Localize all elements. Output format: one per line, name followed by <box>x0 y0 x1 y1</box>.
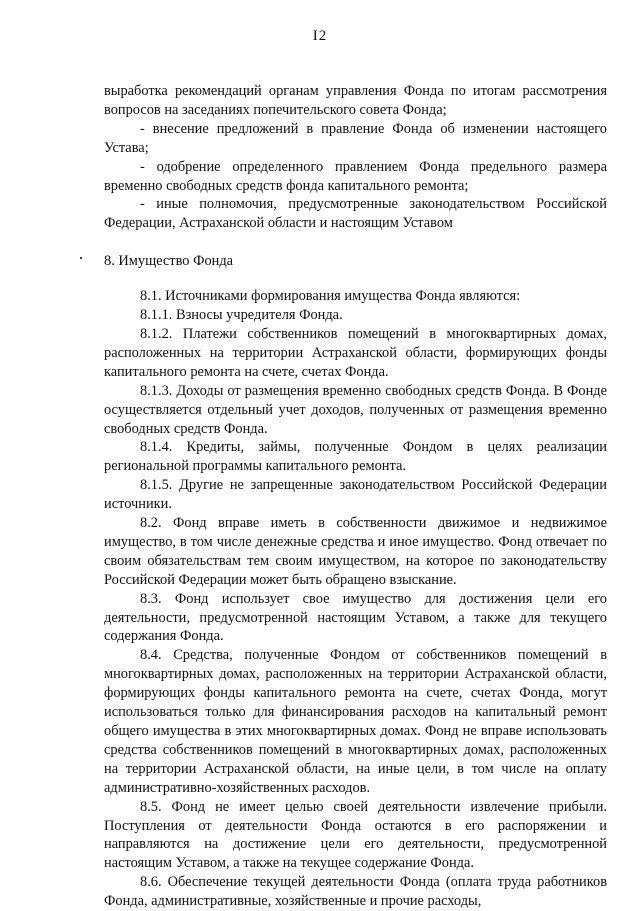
section-paragraph: 8.1.4. Кредиты, займы, полученные Фондом в целях реализации региональной программы капитального ремонта. <box>104 439 607 475</box>
section-paragraph: 8.1.1. Взносы учредителя Фонда. <box>140 307 343 324</box>
paragraph: - внесение предложений в правление Фонда об изменении настоящего Устава; <box>104 120 607 156</box>
section-paragraph: 8.2. Фонд вправе иметь в собственности движимое и недвижимое имущество, в том числе денежные средства и иное имущество. Фонд отвечает по своим обязательствам тем своим имуществом, на которое по законодательству Российской Федерации может быть обращено взыскание. <box>104 515 607 588</box>
intro-block <box>104 82 607 233</box>
section-paragraph: 8.3. Фонд использует свое имущество для достижения цели его деятельности, предусмотренной настоящим Уставом, а также для текущего содержания Фонда. <box>104 590 607 645</box>
section-paragraph: 8.1.5. Другие не запрещенные законодательством Российской Федерации источники. <box>104 477 607 513</box>
section-paragraph: 8.1. Источниками формирования имущества Фонда являются: <box>140 288 521 305</box>
section-paragraph: 8.1.2. Платежи собственников помещений в многоквартирных домах, расположенных на территории Астраханской области, формирующих фонды капитального ремонта на счете, счетах Фонда. <box>104 325 607 380</box>
page-number: I2 <box>312 28 328 44</box>
section-heading: 8. Имущество Фонда <box>104 253 234 270</box>
document-body <box>104 82 607 911</box>
section-paragraph: 8.6. Обеспечение текущей деятельности Фонда (оплата труда работников Фонда, административные, хозяйственные и прочие расходы, <box>104 874 607 910</box>
scan-speck <box>80 257 82 259</box>
section-paragraph: 8.5. Фонд не имеет целью своей деятельности извлечение прибыли. Поступления от деятельности Фонда остаются в его распоряжении и направляются на достижение цели его деятельности, предусмотренной настоящим Уставом, а также на текущее содержание Фонда. <box>104 798 607 872</box>
section-paragraph: 8.4. Средства, полученные Фондом от собственников помещений в многоквартирных домах, расположенных на территории Астраханской области, формирующих фонды капитального ремонта на счете, счетах Фонда, могут использоваться только для финансирования расходов на капитальный ремонт общего имущества в этих многоквартирных домах. Фонд не вправе использовать средства собственников помещений в многоквартирных домах, расположенных на территории Астраханской области, на иные цели, в том числе на оплату административно-хозяйственных расходов. <box>104 647 607 796</box>
paragraph: - иные полномочия, предусмотренные законодательством Российской Федерации, Астраханской области и настоящим Уставом <box>104 196 607 232</box>
section-block <box>104 287 607 911</box>
paragraph: - одобрение определенного правлением Фонда предельного размера временно свободных средств фонда капитального ремонта; <box>104 158 607 194</box>
paragraph: выработка рекомендаций органам управления Фонда по итогам рассмотрения вопросов на заседаниях попечительского совета Фонда; <box>104 83 607 118</box>
section-paragraph: 8.1.3. Доходы от размещения временно свободных средств Фонда. В Фонде осуществляется отдельный учет доходов, полученных от размещения временно свободных средств Фонда. <box>104 382 607 437</box>
